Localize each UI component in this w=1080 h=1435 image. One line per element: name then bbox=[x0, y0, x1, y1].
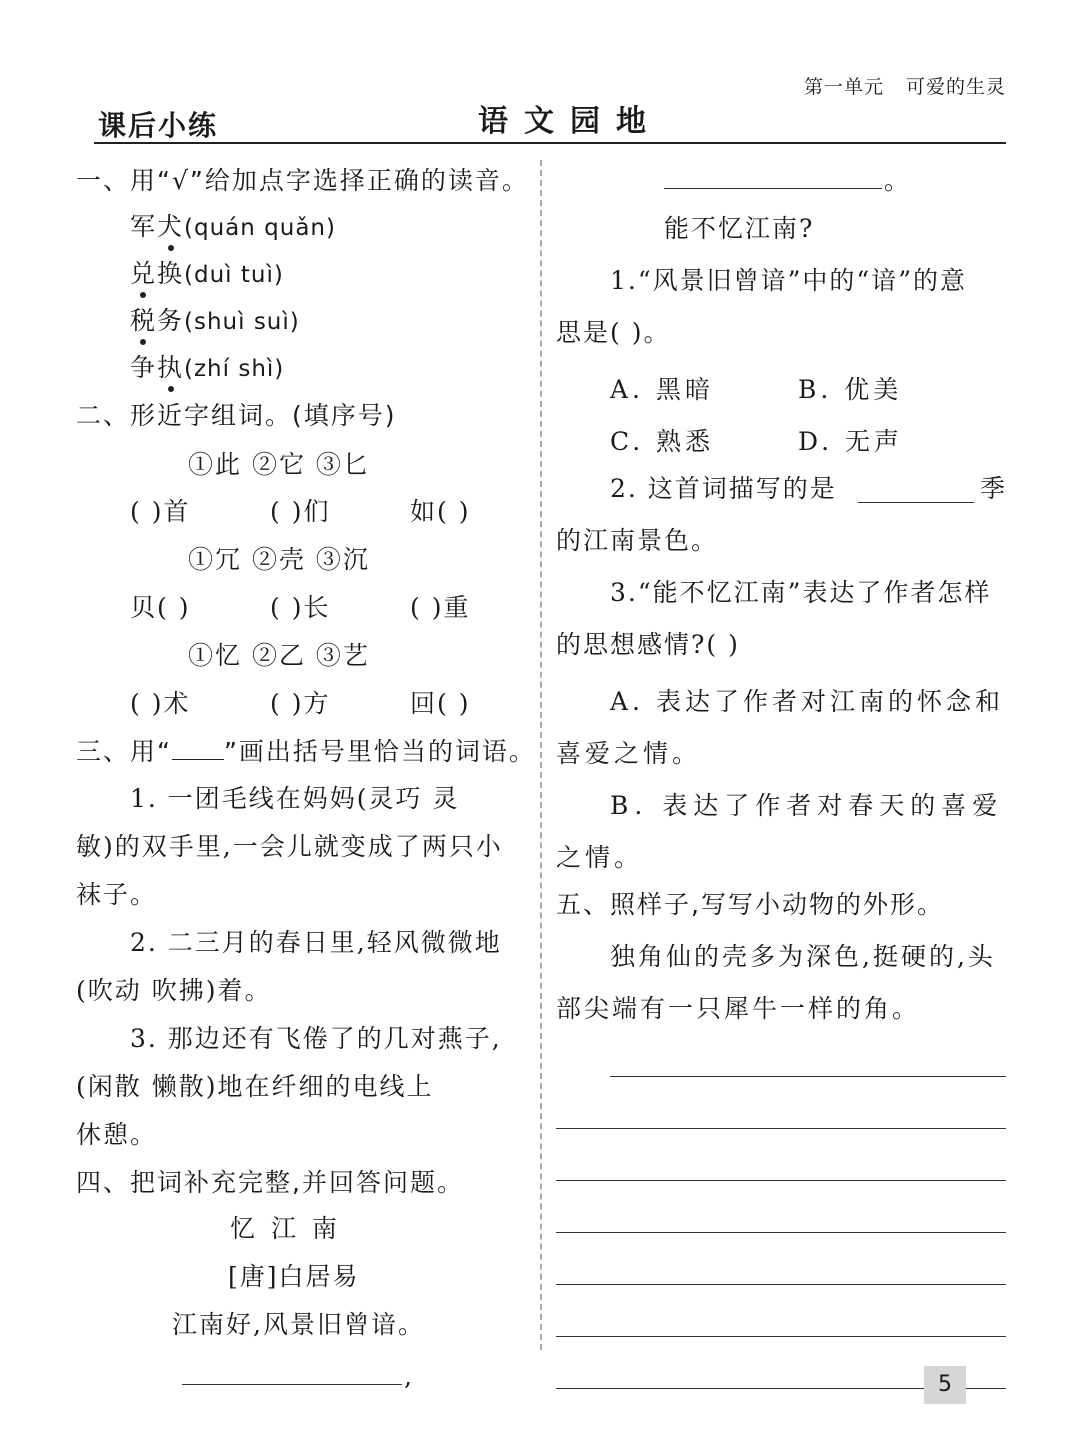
q4-sub1-line: 思是( )。 bbox=[556, 318, 671, 347]
q1-pinyin: (shuì suì) bbox=[184, 309, 300, 335]
q1-word: 争执 bbox=[130, 353, 185, 382]
writing-line[interactable] bbox=[556, 1180, 1006, 1181]
poem-comma: , bbox=[404, 1362, 414, 1391]
q1-item bbox=[130, 306, 300, 337]
q2-blank[interactable]: ( )首 bbox=[130, 497, 191, 526]
poem-title: 忆 江 南 bbox=[230, 1214, 341, 1243]
q5-heading: 五、照样子,写写小动物的外形。 bbox=[556, 890, 944, 919]
q2-char-set: ①此 ②它 ③匕 bbox=[188, 450, 370, 479]
q3-sentence-line: 敏)的双手里,一会儿就变成了两只小 bbox=[76, 832, 503, 861]
q2-blank[interactable]: ( )重 bbox=[410, 593, 471, 622]
q4-sub2-text: 2. 这首词描写的是 bbox=[610, 474, 837, 503]
q1-item bbox=[130, 353, 284, 384]
q2-heading: 二、形近字组词。(填序号) bbox=[76, 401, 397, 430]
q3-sentence-line: 2. 二三月的春日里,轻风微微地 bbox=[130, 928, 502, 957]
q2-blank[interactable]: 如( ) bbox=[410, 497, 471, 526]
q2-blank[interactable]: ( )方 bbox=[270, 689, 331, 718]
poem-author: [唐]白居易 bbox=[228, 1262, 360, 1291]
option-b[interactable]: B. 优美 bbox=[798, 375, 903, 404]
q1-word: 军犬 bbox=[130, 212, 185, 241]
writing-line[interactable] bbox=[610, 1076, 1006, 1077]
q2-blank[interactable]: ( )术 bbox=[130, 689, 191, 718]
column-divider bbox=[540, 160, 542, 1350]
q4-sub2-line: 的江南景色。 bbox=[556, 526, 719, 555]
q2-blank[interactable]: 贝( ) bbox=[130, 593, 191, 622]
q3-heading-post: ”画出括号里恰当的词语。 bbox=[223, 737, 536, 766]
unit-title: 可爱的生灵 bbox=[905, 76, 1006, 98]
emphasis-dot bbox=[140, 339, 146, 345]
emphasis-dot bbox=[168, 245, 174, 251]
underline-sample bbox=[172, 736, 224, 760]
q3-sentence-line: (吹动 吹拂)着。 bbox=[76, 976, 272, 1005]
q1-pinyin: (quán quǎn) bbox=[184, 215, 336, 241]
q1-pinyin: (zhí shì) bbox=[184, 356, 285, 382]
emphasis-dot bbox=[140, 292, 146, 298]
writing-line[interactable] bbox=[556, 1336, 1006, 1337]
brand-title: 课后小练 bbox=[98, 109, 219, 142]
option-a-cont: 喜爱之情。 bbox=[556, 739, 702, 768]
writing-line[interactable] bbox=[556, 1232, 1006, 1233]
q4-sub1-line: 1.“风景旧曾谙”中的“谙”的意 bbox=[610, 266, 967, 295]
option-b-cont: 之情。 bbox=[556, 843, 644, 872]
q4-sub3-line: 的思想感情?( ) bbox=[556, 630, 740, 659]
section-title: 语文园地 bbox=[478, 104, 662, 139]
q4-sub2-suffix: 季 bbox=[980, 474, 1008, 503]
option-a[interactable]: A. 表达了作者对江南的怀念和 bbox=[610, 687, 1004, 716]
option-a[interactable]: A. 黑暗 bbox=[610, 375, 714, 404]
q2-blank[interactable]: 回( ) bbox=[410, 689, 471, 718]
q1-word: 兑换 bbox=[130, 259, 185, 288]
option-d[interactable]: D. 无声 bbox=[798, 427, 904, 456]
q2-blank[interactable]: ( )们 bbox=[270, 497, 331, 526]
q1-heading: 一、用“√”给加点字选择正确的读音。 bbox=[76, 166, 529, 195]
q3-heading-pre: 三、用“ bbox=[76, 737, 172, 766]
q5-example-line: 独角仙的壳多为深色,挺硬的,头 bbox=[610, 942, 996, 971]
header-rule bbox=[94, 142, 1006, 144]
q1-word: 税务 bbox=[130, 306, 185, 335]
q3-sentence-line: 袜子。 bbox=[76, 880, 158, 909]
q3-sentence-line: 1. 一团毛线在妈妈(灵巧 灵 bbox=[130, 784, 460, 813]
q3-sentence-line: 休憩。 bbox=[76, 1120, 158, 1149]
writing-line[interactable] bbox=[556, 1284, 1006, 1285]
option-b[interactable]: B. 表达了作者对春天的喜爱 bbox=[610, 791, 1004, 820]
page-number: 5 bbox=[924, 1366, 966, 1404]
q3-heading bbox=[76, 736, 536, 767]
unit-number: 第一单元 bbox=[803, 76, 884, 98]
poem-blank-line[interactable] bbox=[182, 1384, 402, 1385]
poem-line: 能不忆江南? bbox=[664, 214, 815, 243]
q4-heading: 四、把词补充完整,并回答问题。 bbox=[76, 1168, 464, 1197]
unit-label bbox=[804, 72, 1006, 99]
q4-sub3-line: 3.“能不忆江南”表达了作者怎样 bbox=[610, 578, 992, 607]
q5-example-line: 部尖端有一只犀牛一样的角。 bbox=[556, 994, 921, 1023]
q3-sentence-line: (闲散 懒散)地在纤细的电线上 bbox=[76, 1072, 434, 1101]
q1-item bbox=[130, 212, 336, 243]
q3-sentence-line: 3. 那边还有飞倦了的几对燕子, bbox=[130, 1024, 502, 1053]
writing-line[interactable] bbox=[556, 1128, 1006, 1129]
q1-item bbox=[130, 259, 284, 290]
q2-blank[interactable]: ( )长 bbox=[270, 593, 331, 622]
poem-blank-line[interactable] bbox=[664, 188, 882, 189]
poem-line: 江南好,风景旧曾谙。 bbox=[172, 1310, 425, 1339]
season-blank-line[interactable] bbox=[858, 502, 974, 503]
q2-char-set: ①冗 ②壳 ③沉 bbox=[188, 545, 370, 574]
q1-pinyin: (duì tuì) bbox=[184, 262, 284, 288]
option-c[interactable]: C. 熟悉 bbox=[610, 427, 715, 456]
emphasis-dot bbox=[168, 386, 174, 392]
poem-period: 。 bbox=[884, 166, 912, 195]
q2-char-set: ①忆 ②乙 ③艺 bbox=[188, 641, 370, 670]
